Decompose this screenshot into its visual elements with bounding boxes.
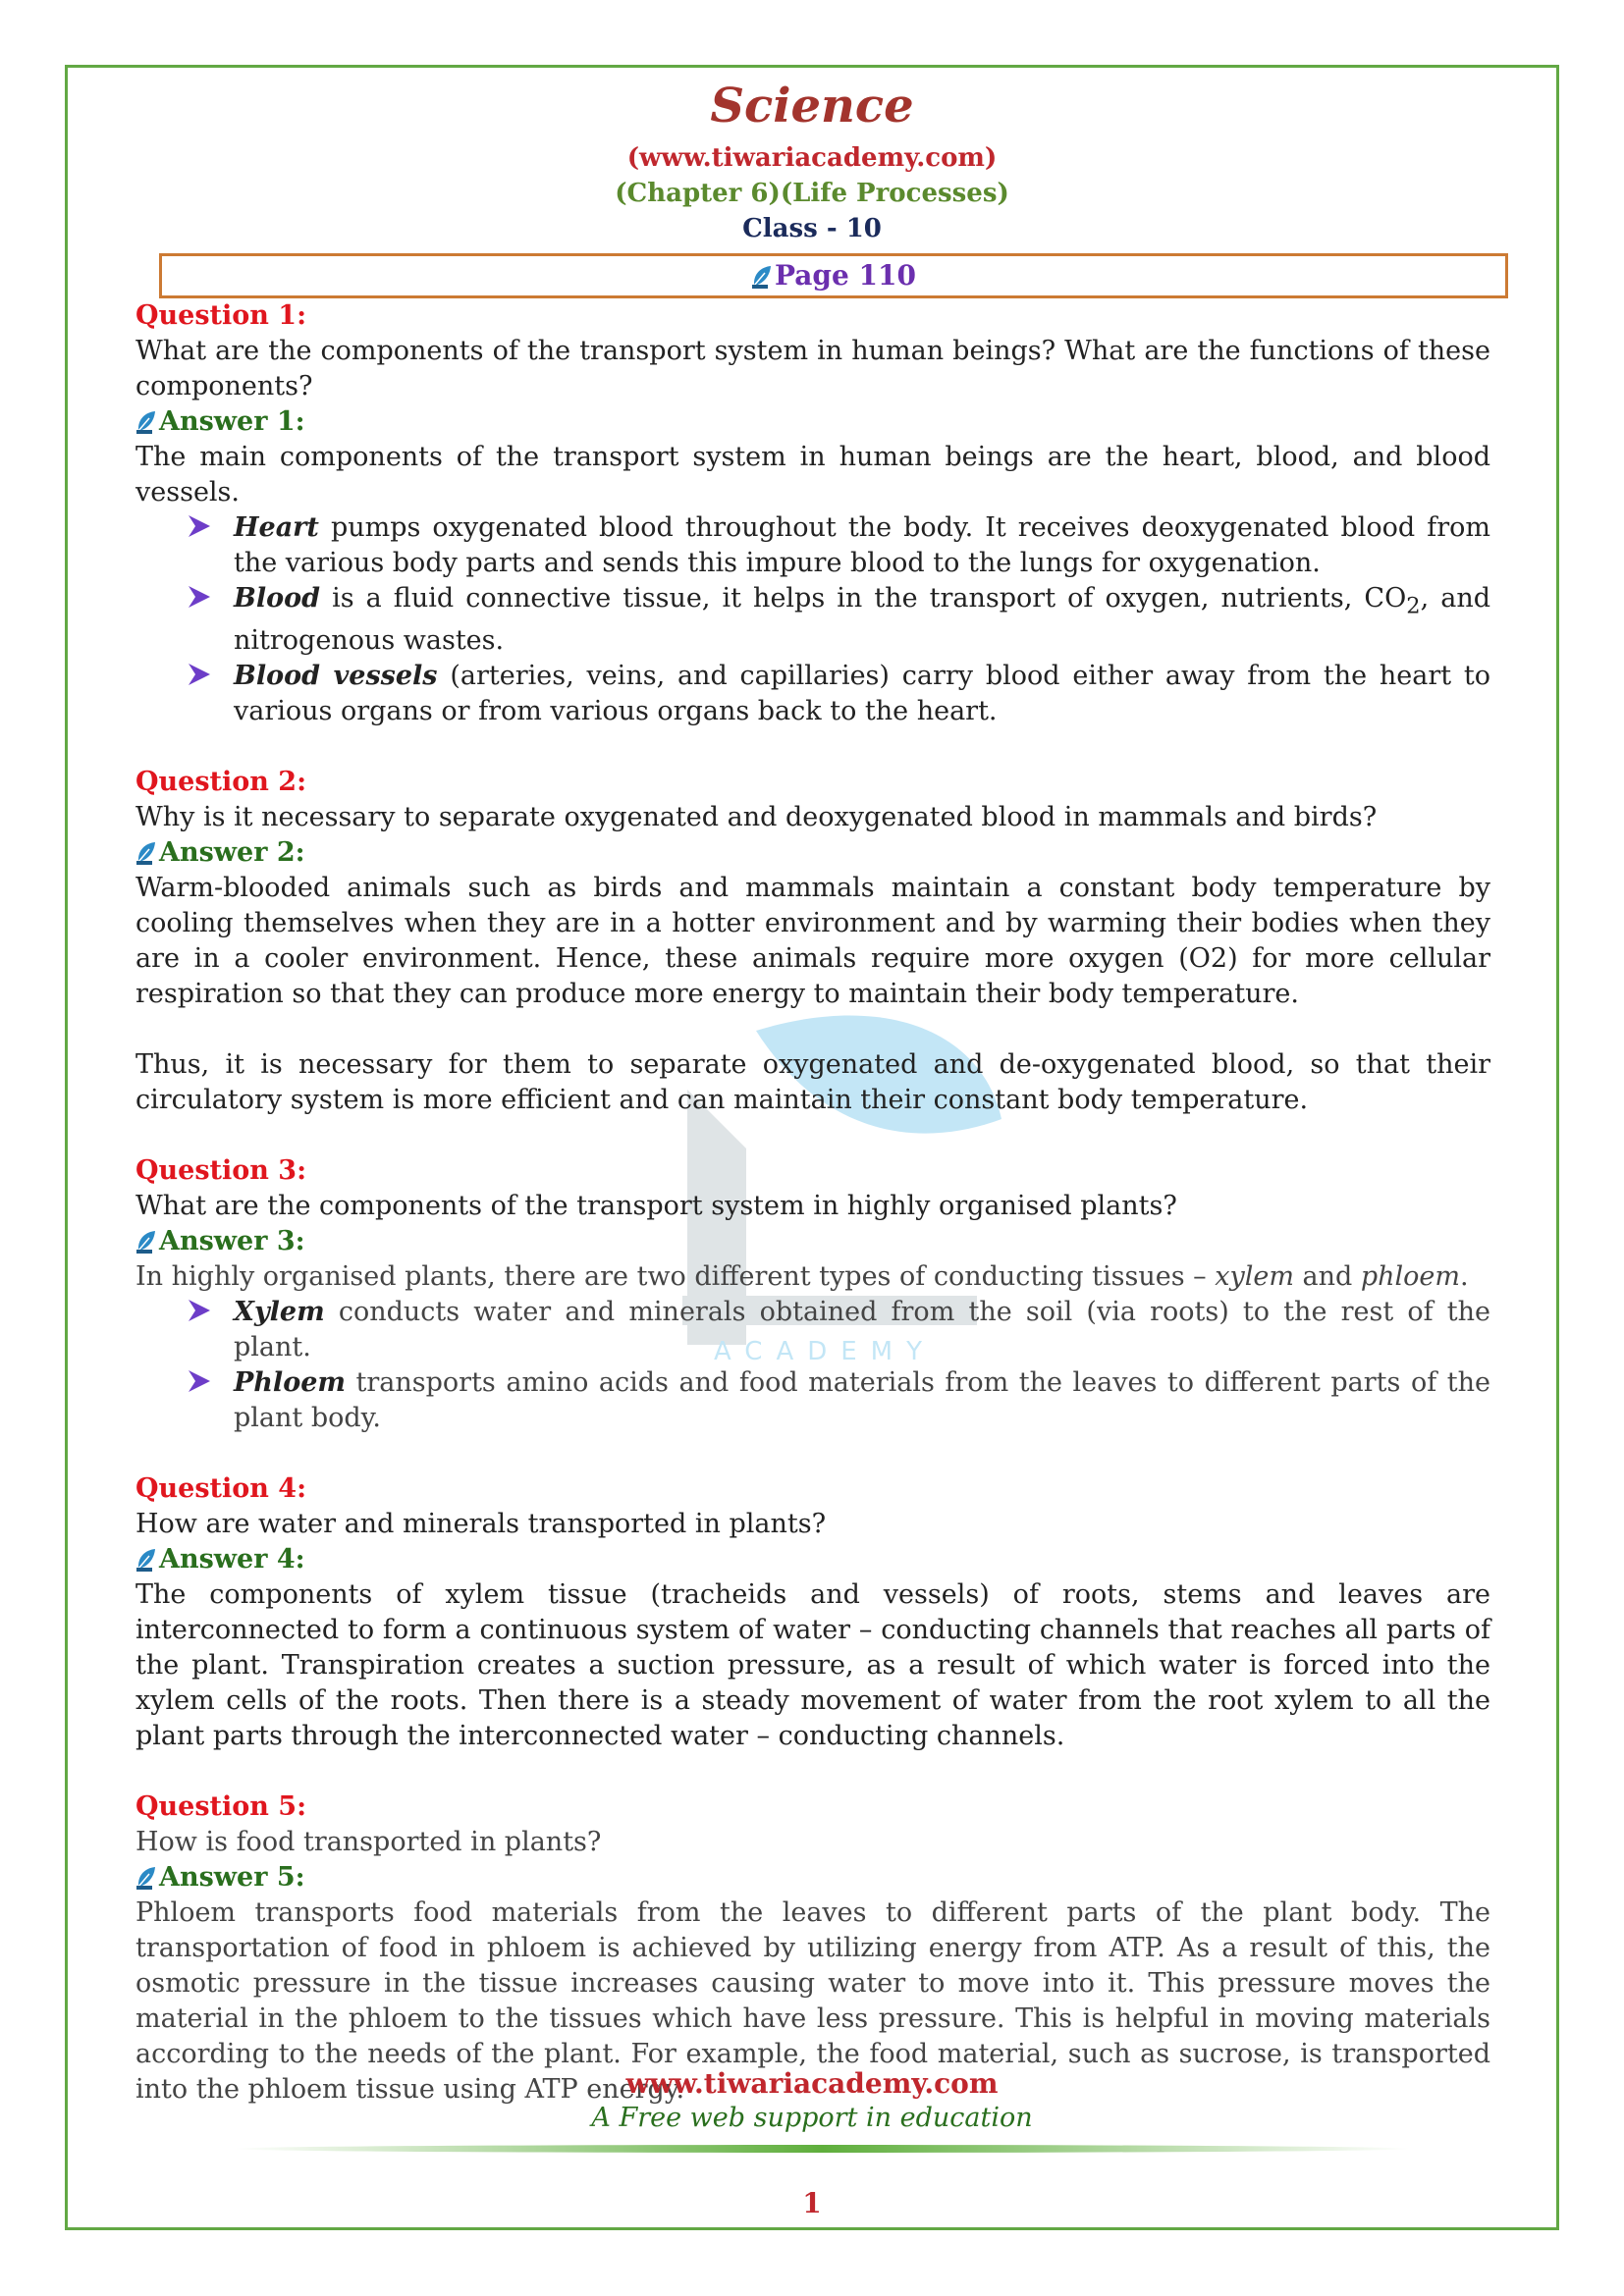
page-number-banner xyxy=(159,253,1508,298)
term-blood-vessels: Blood vessels xyxy=(234,661,438,692)
header-class: Class - 10 xyxy=(742,214,882,243)
question-4-text: How are water and minerals transported in plants? xyxy=(135,1509,827,1540)
arrow-bullet-icon xyxy=(187,1367,212,1395)
page-label: Page 110 xyxy=(774,259,917,292)
bullet-text: (arteries, veins, and capillaries) carry blood either away from the heart to various organs or from various organs back to the heart. xyxy=(234,661,1491,727)
bullet-text: , and nitrogenous wastes. xyxy=(234,583,1490,657)
question-4-label: Question 4: xyxy=(135,1473,307,1505)
question-2-label: Question 2: xyxy=(135,767,307,798)
page-number: 1 xyxy=(802,2187,822,2219)
bullet-text: pumps oxygenated blood throughout the body. It receives deoxygenated blood from the various body parts and sends this impure blood to the lungs for oxygenation. xyxy=(234,512,1490,578)
answer-4-text: The components of xylem tissue (tracheids and vessels) of roots, stems and leaves are interconnected to form a continuous system of water – conducting channels that reaches all parts of the plant. Transpiration creates a suction pressure, as a result of which water is forced into the xylem cells of the roots. Then there is a steady movement of water from the root xylem to all the plant parts through the interconnected water – conducting channels. xyxy=(135,1579,1490,1752)
term-xylem: Xylem xyxy=(234,1297,325,1328)
bullet-text: transports amino acids and food materials from the leaves to different parts of the plant body. xyxy=(234,1367,1490,1434)
list-item xyxy=(234,510,1490,581)
tiwari-leaf-icon xyxy=(135,1547,157,1573)
footer-website-link[interactable]: www.tiwariacademy.com xyxy=(625,2067,999,2100)
answer-3-list xyxy=(135,1295,1490,1436)
arrow-bullet-icon xyxy=(187,512,212,540)
answer-2-paragraph-2: Thus, it is necessary for them to separate oxygenated and de-oxygenated blood, so that their circulatory system is more efficient and can maintain their constant body temperature. xyxy=(135,1049,1490,1116)
term-blood: Blood xyxy=(234,583,320,614)
answer-2-heading xyxy=(135,835,1490,871)
tiwari-leaf-icon xyxy=(135,1865,157,1891)
footer-tagline: A Free web support in education xyxy=(591,2103,1033,2133)
question-1-text: What are the components of the transport system in human beings? What are the functions of these components? xyxy=(135,336,1490,401)
tiwari-leaf-icon xyxy=(751,264,773,290)
header-chapter: (Chapter 6)(Life Processes) xyxy=(615,179,1009,208)
answer-2-label: Answer 2: xyxy=(159,837,305,869)
watermark-letters: ACADEMY xyxy=(713,1337,937,1366)
question-3-label: Question 3: xyxy=(135,1155,307,1187)
question-3-text: What are the components of the transport system in highly organised plants? xyxy=(135,1191,1177,1222)
answer-1-heading xyxy=(135,404,1490,440)
bullet-text: is a fluid connective tissue, it helps in the transport of oxygen, nutrients, CO xyxy=(319,583,1407,614)
tiwari-leaf-icon xyxy=(135,409,157,435)
answer-5-heading xyxy=(135,1860,1490,1896)
answer-5-label: Answer 5: xyxy=(159,1862,305,1894)
term-phloem: Phloem xyxy=(234,1367,346,1399)
answer-3-label: Answer 3: xyxy=(159,1226,305,1257)
answer-3-heading xyxy=(135,1224,1490,1259)
question-5-text: How is food transported in plants? xyxy=(135,1827,602,1858)
answer-4-heading xyxy=(135,1542,1490,1577)
header-website[interactable]: (www.tiwariacademy.com) xyxy=(626,143,998,173)
arrow-bullet-icon xyxy=(187,661,212,688)
arrow-bullet-icon xyxy=(187,583,212,611)
question-1-label: Question 1: xyxy=(135,300,307,331)
tiwari-leaf-icon xyxy=(135,1229,157,1255)
list-item xyxy=(234,581,1490,659)
answer-3-intro: In highly organised plants, there are two different types of conducting tissues – xylem and phloem. xyxy=(135,1261,1469,1293)
list-item xyxy=(234,1365,1490,1436)
answer-5-text: Phloem transports food materials from the leaves to different parts of the plant body. The transportation of food in phloem is achieved by utilizing energy from ATP. As a result of this, the osmotic pressure in the tissue increases causing water to move into it. This pressure moves the material in the phloem to the tissues which have less pressure. This is helpful in moving materials according to the needs of the plant. For example, the food material, such as sucrose, is transported into the phloem tissue using ATP energy. xyxy=(135,1897,1490,2106)
tiwari-leaf-icon xyxy=(135,840,157,866)
answer-1-label: Answer 1: xyxy=(159,406,305,437)
bullet-text: conducts water and minerals obtained from the soil (via roots) to the rest of the plant. xyxy=(234,1297,1490,1363)
answer-1-list xyxy=(135,510,1490,729)
answer-4-label: Answer 4: xyxy=(159,1544,305,1575)
page-title: Science xyxy=(710,79,914,133)
arrow-bullet-icon xyxy=(187,1297,212,1324)
subscript-2: 2 xyxy=(1406,593,1421,619)
qa-content xyxy=(135,298,1490,2108)
answer-2-paragraph-1: Warm-blooded animals such as birds and mammals maintain a constant body temperature by cooling themselves when they are in a hotter environment and by warming their bodies when they are in a cooler environment. Hence, these animals require more oxygen (O2) for more cellular respiration so that they can produce more energy to maintain their body temperature. xyxy=(135,873,1490,1010)
question-5-label: Question 5: xyxy=(135,1791,307,1823)
term-heart: Heart xyxy=(234,512,319,543)
list-item xyxy=(234,1295,1490,1365)
question-2-text: Why is it necessary to separate oxygenated and deoxygenated blood in mammals and birds? xyxy=(135,802,1378,833)
footer-divider xyxy=(234,2144,1410,2154)
list-item xyxy=(234,659,1490,729)
answer-1-intro: The main components of the transport system in human beings are the heart, blood, and blood vessels. xyxy=(135,442,1490,507)
